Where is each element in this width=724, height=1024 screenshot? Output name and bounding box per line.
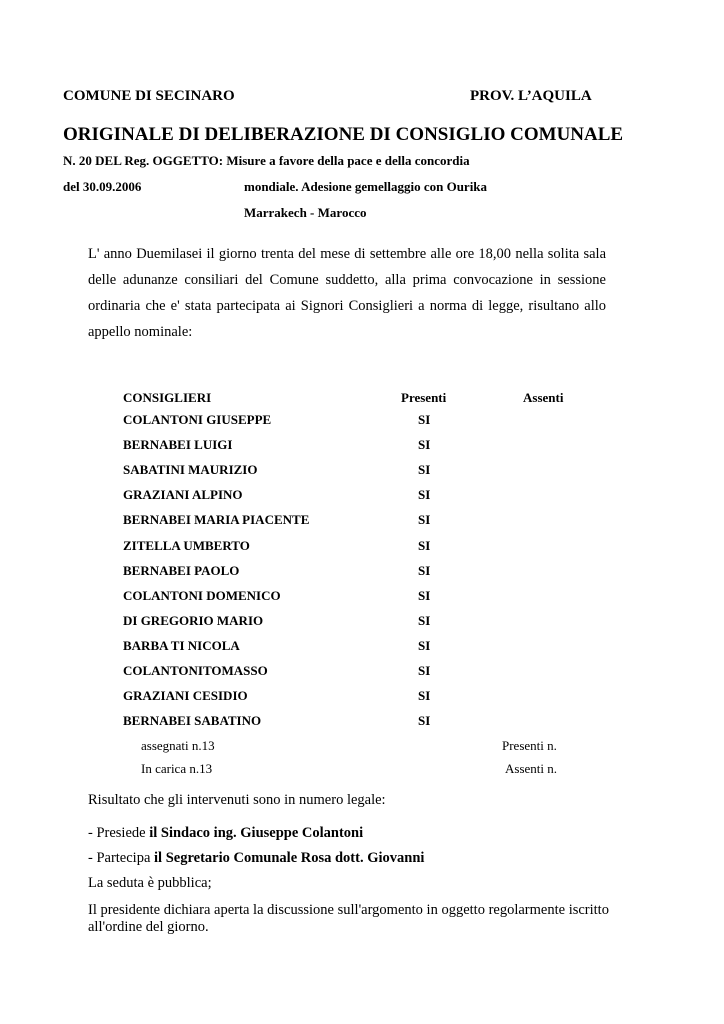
presente-mark: SI [418, 713, 431, 728]
consigliere-name: COLANTONI GIUSEPPE [123, 412, 272, 427]
consigliere-name: BARBA TI NICOLA [123, 638, 240, 653]
partecipa-line [88, 850, 424, 867]
consigliere-name: BERNABEI MARIA PIACENTE [123, 512, 310, 527]
consigliere-name: COLANTONI DOMENICO [123, 588, 281, 603]
presiede-prefix: - Presiede [88, 825, 150, 841]
in-carica-count: In carica n.13 [141, 761, 213, 776]
presente-mark: SI [418, 613, 431, 628]
partecipa-prefix: - Partecipa [88, 850, 155, 866]
presente-mark: SI [418, 437, 431, 452]
consigliere-name: ZITELLA UMBERTO [123, 538, 250, 553]
seduta-text: La seduta è pubblica; [88, 875, 212, 891]
presenti-count: Presenti n. [502, 738, 557, 753]
presente-mark: SI [418, 412, 431, 427]
oggetto-line-3: Marrakech - Marocco [244, 205, 367, 220]
header-consiglieri: CONSIGLIERI [123, 390, 212, 405]
presente-mark: SI [418, 588, 431, 603]
presente-mark: SI [418, 487, 431, 502]
assenti-count: Assenti n. [505, 761, 557, 776]
consigliere-name: BERNABEI LUIGI [123, 437, 233, 452]
presidente-text: Il presidente dichiara aperta la discussione sull'argomento in oggetto regolarmente iscritto all'ordine del giorno. [88, 902, 609, 935]
assegnati-count: assegnati n.13 [141, 738, 215, 753]
intro-paragraph: L' anno Duemilasei il giorno trenta del mese di settembre alle ore 18,00 nella solita sala delle adunanze consiliari del Comune suddetto, alla prima convocazione in sessione ordinaria che e' stata partecipata ai Signori Consiglieri a norma di legge, risultano allo appello nominale: [88, 246, 606, 340]
presente-mark: SI [418, 462, 431, 477]
comune-name: COMUNE DI SECINARO [63, 88, 235, 104]
risultato-text: Risultato che gli intervenuti sono in numero legale: [88, 792, 386, 808]
presente-mark: SI [418, 663, 431, 678]
presente-mark: SI [418, 688, 431, 703]
consigliere-name: GRAZIANI CESIDIO [123, 688, 248, 703]
presente-mark: SI [418, 512, 431, 527]
consigliere-name: DI GREGORIO MARIO [123, 613, 264, 628]
oggetto-line-2: mondiale. Adesione gemellaggio con Ourika [244, 179, 488, 194]
presiede-line [88, 825, 363, 842]
partecipa-name: il Segretario Comunale Rosa dott. Giovanni [154, 850, 425, 866]
document-title: ORIGINALE DI DELIBERAZIONE DI CONSIGLIO COMUNALE [63, 124, 624, 145]
presente-mark: SI [418, 538, 431, 553]
consigliere-name: BERNABEI SABATINO [123, 713, 262, 728]
consigliere-name: BERNABEI PAOLO [123, 563, 240, 578]
consigliere-name: SABATINI MAURIZIO [123, 462, 258, 477]
reg-date: del 30.09.2006 [63, 179, 142, 194]
presente-mark: SI [418, 638, 431, 653]
consigliere-name: GRAZIANI ALPINO [123, 487, 243, 502]
header-assenti: Assenti [523, 390, 564, 405]
presente-mark: SI [418, 563, 431, 578]
consigliere-name: COLANTONITOMASSO [123, 663, 268, 678]
header-presenti: Presenti [401, 390, 447, 405]
reg-number-oggetto: N. 20 DEL Reg. OGGETTO: Misure a favore della pace e della concordia [63, 153, 470, 168]
provincia-name: PROV. L’AQUILA [470, 88, 592, 104]
presiede-name: il Sindaco ing. Giuseppe Colantoni [149, 825, 364, 841]
